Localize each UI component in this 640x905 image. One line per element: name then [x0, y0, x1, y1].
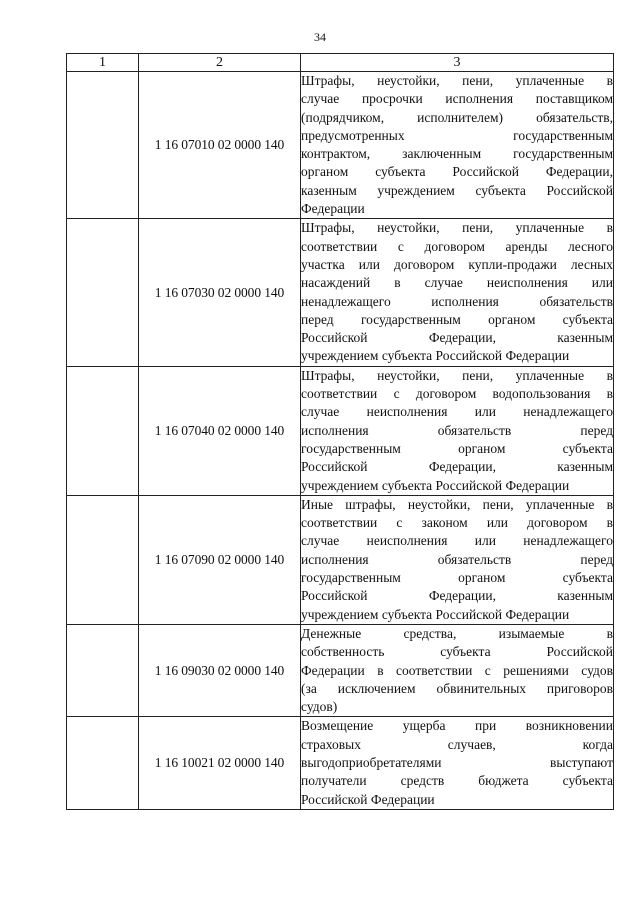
description-line: государственным органом субъекта	[301, 440, 613, 456]
row-number-cell	[67, 495, 139, 624]
row-number-cell	[67, 366, 139, 495]
description-line: предусмотренных государственным	[301, 127, 613, 143]
description-line: Российской Федерации, казенным	[301, 588, 613, 604]
table-row	[67, 495, 614, 624]
revenue-codes-table	[66, 53, 614, 810]
description-line: казенным учреждением субъекта Российской	[301, 182, 613, 198]
description-line: соответствии с договором водопользования в	[301, 386, 613, 402]
description-line: органом субъекта Российской Федерации,	[301, 164, 613, 180]
column-header-2: 2	[139, 54, 301, 72]
description-line: государственным органом субъекта	[301, 570, 613, 586]
revenue-description-cell	[301, 624, 614, 716]
description-line: исполнения обязательств перед	[301, 422, 613, 438]
column-header-3: 3	[301, 54, 614, 72]
description-line: случае неисполнения или ненадлежащего	[301, 404, 613, 420]
revenue-description-cell	[301, 495, 614, 624]
revenue-code-cell: 1 16 10021 02 0000 140	[139, 717, 301, 809]
table-body	[67, 72, 614, 810]
description-line: Иные штрафы, неустойки, пени, уплаченные в	[301, 496, 613, 512]
description-line: выгодоприобретателями выступают	[301, 754, 613, 770]
description-line: случае просрочки исполнения поставщиком	[301, 91, 613, 107]
description-line: Федерации в соответствии с решениями судов	[301, 662, 613, 678]
description-line: перед государственным органом субъекта	[301, 311, 613, 327]
description-line: соответствии с законом или договором в	[301, 515, 613, 531]
description-line: Российской Федерации, казенным	[301, 330, 613, 346]
description-line: (подрядчиком, исполнителем) обязательств,	[301, 109, 613, 125]
revenue-code-cell: 1 16 07010 02 0000 140	[139, 72, 301, 219]
description-line: случае неисполнения или ненадлежащего	[301, 533, 613, 549]
description-line: страховых случаев, когда	[301, 736, 613, 752]
revenue-code-cell: 1 16 07030 02 0000 140	[139, 219, 301, 366]
description-line: ненадлежащего исполнения обязательств	[301, 293, 613, 309]
table-row	[67, 624, 614, 716]
description-line: получатели средств бюджета субъекта	[301, 773, 613, 789]
revenue-code-cell: 1 16 07090 02 0000 140	[139, 495, 301, 624]
column-header-1: 1	[67, 54, 139, 72]
description-line: Российской Федерации	[301, 791, 435, 807]
table-header-row	[67, 54, 614, 72]
description-line: (за исключением обвинительных приговоров	[301, 680, 613, 696]
description-line: Денежные средства, изымаемые в	[301, 625, 613, 641]
revenue-description-cell	[301, 366, 614, 495]
row-number-cell	[67, 72, 139, 219]
description-line: участка или договором купли-продажи лесных	[301, 256, 613, 272]
table-row	[67, 366, 614, 495]
revenue-description-cell	[301, 717, 614, 809]
table-row	[67, 219, 614, 366]
description-line: соответствии с договором аренды лесного	[301, 238, 613, 254]
description-line: учреждением субъекта Российской Федерации	[301, 348, 570, 364]
revenue-description-cell	[301, 72, 614, 219]
revenue-code-cell: 1 16 09030 02 0000 140	[139, 624, 301, 716]
page-number: 34	[314, 30, 326, 44]
description-line: судов)	[301, 699, 338, 715]
description-line: Штрафы, неустойки, пени, уплаченные в	[301, 73, 613, 88]
description-line: Российской Федерации, казенным	[301, 459, 613, 475]
revenue-code-cell: 1 16 07040 02 0000 140	[139, 366, 301, 495]
description-line: исполнения обязательств перед	[301, 551, 613, 567]
row-number-cell	[67, 219, 139, 366]
description-line: собственность субъекта Российской	[301, 644, 613, 660]
description-line: Штрафы, неустойки, пени, уплаченные в	[301, 367, 613, 383]
description-line: учреждением субъекта Российской Федерации	[301, 477, 570, 493]
revenue-description-cell	[301, 219, 614, 366]
description-line: Федерации	[301, 201, 365, 217]
description-line: насаждений в случае неисполнения или	[301, 275, 613, 291]
table-row	[67, 717, 614, 809]
row-number-cell	[67, 717, 139, 809]
description-line: учреждением субъекта Российской Федерации	[301, 606, 570, 622]
description-line: Штрафы, неустойки, пени, уплаченные в	[301, 220, 613, 236]
table-row	[67, 72, 614, 219]
row-number-cell	[67, 624, 139, 716]
description-line: Возмещение ущерба при возникновении	[301, 718, 613, 734]
description-line: контрактом, заключенным государственным	[301, 146, 613, 162]
